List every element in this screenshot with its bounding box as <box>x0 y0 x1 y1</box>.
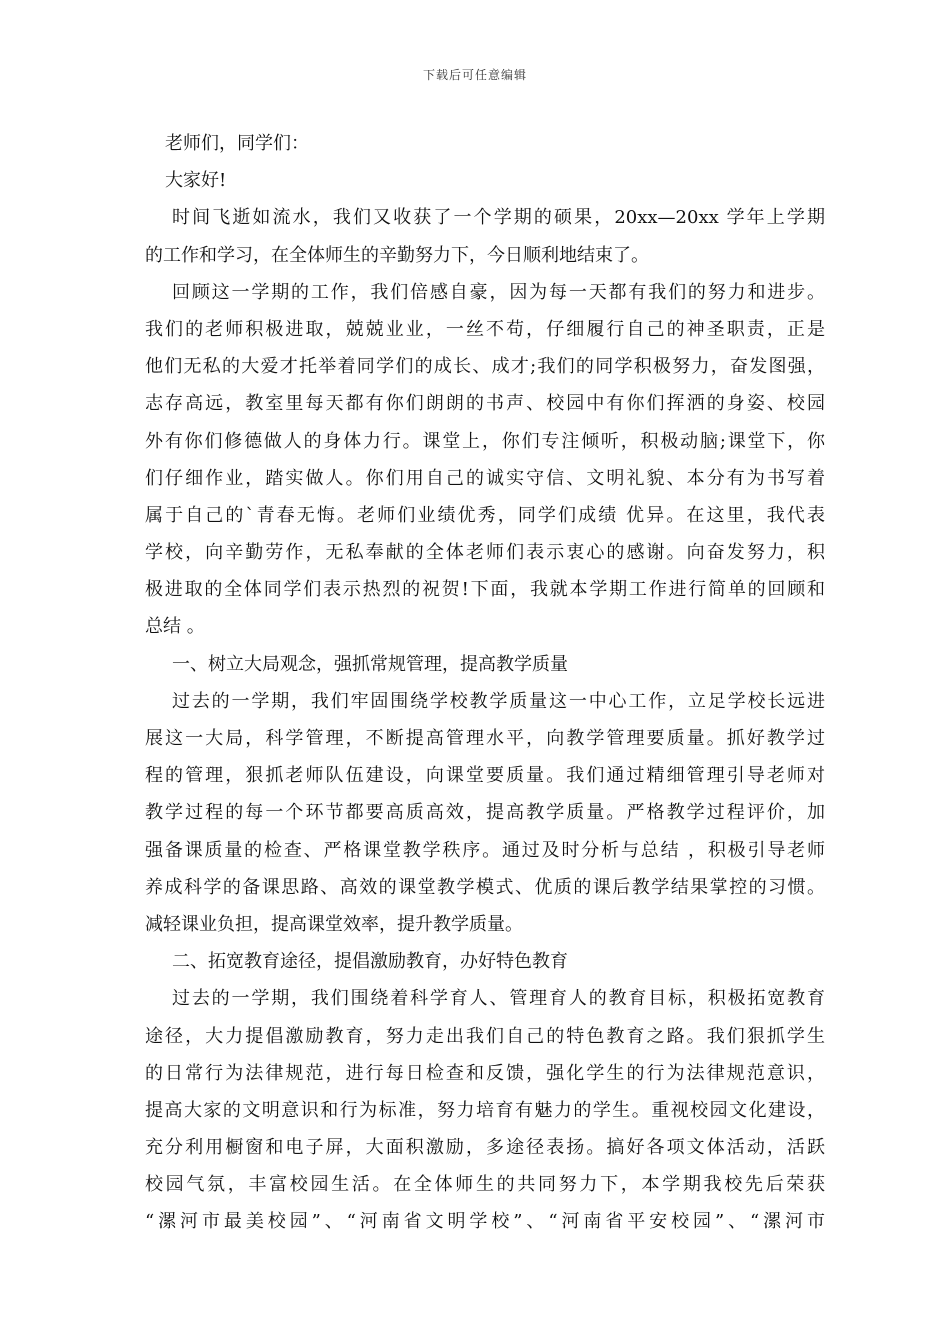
paragraph-line: 程的管理，狠抓老师队伍建设，向课堂要质量。我们通过精细管理引导老师对 <box>145 765 825 787</box>
document-body <box>145 125 825 1241</box>
greeting: 大家好! <box>165 170 227 192</box>
salutation: 老师们，同学们： <box>165 133 309 154</box>
paragraph-line: 提高大家的文明意识和行为标准，努力培育有魅力的学生。重视校园文化建设， <box>145 1099 825 1121</box>
paragraph-line: 外有你们修德做人的身体力行。课堂上，你们专注倾听，积极动脑;课堂下，你 <box>145 430 825 452</box>
paragraph-line: 校园气氛，丰富校园生活。在全体师生的共同努力下，本学期我校先后荣获 <box>145 1174 825 1196</box>
paragraph-line: 过去的一学期，我们围绕着科学育人、管理育人的教育目标，积极拓宽教育 <box>172 988 825 1010</box>
paragraph-line: 强备课质量的检查、严格课堂教学秩序。通过及时分析与总结 ，积极引导老师 <box>145 839 825 861</box>
paragraph-line: 途径，大力提倡激励教育，努力走出我们自己的特色教育之路。我们狠抓学生 <box>145 1025 825 1047</box>
paragraph-line: 们仔细作业，踏实做人。你们用自己的诚实守信、文明礼貌、本分有为书写着 <box>145 467 825 489</box>
paragraph-line: 时间飞逝如流水，我们又收获了一个学期的硕果，20xx—20xx 学年上学期 <box>172 207 825 229</box>
paragraph-line: 充分利用橱窗和电子屏，大面积激励，多途径表扬。搞好各项文体活动，活跃 <box>145 1137 825 1159</box>
paragraph-line: 志存高远，教室里每天都有你们朗朗的书声、校园中有你们挥洒的身姿、校园 <box>145 393 825 415</box>
paragraph-line: 总结 。 <box>145 616 205 638</box>
paragraph-line: 回顾这一学期的工作，我们倍感自豪，因为每一天都有我们的努力和进步。 <box>172 281 825 303</box>
paragraph-line: 减轻课业负担，提高课堂效率，提升教学质量。 <box>145 913 523 935</box>
paragraph-line: 的工作和学习，在全体师生的辛勤努力下，今日顺利地结束了。 <box>145 244 649 266</box>
paragraph-line: 的日常行为法律规范，进行每日检查和反馈，强化学生的行为法律规范意识， <box>145 1062 825 1084</box>
paragraph-line: 极进取的全体同学们表示热烈的祝贺!下面，我就本学期工作进行简单的回顾和 <box>145 579 825 601</box>
paragraph-line: 过去的一学期，我们牢固围绕学校教学质量这一中心工作，立足学校长远进 <box>172 690 825 712</box>
paragraph-line: 养成科学的备课思路、高效的课堂教学模式、优质的课后教学结果掌控的习惯。 <box>145 876 825 898</box>
paragraph-line: 教学过程的每一个环节都要高质高效，提高教学质量。严格教学过程评价，加 <box>145 802 825 824</box>
paragraph-line: 学校，向辛勤劳作，无私奉献的全体老师们表示衷心的感谢。向奋发努力，积 <box>145 542 825 564</box>
paragraph-line: 他们无私的大爱才托举着同学们的成长、成才;我们的同学积极努力，奋发图强， <box>145 356 825 378</box>
section-heading-1: 一、树立大局观念，强抓常规管理，提高教学质量 <box>172 653 568 675</box>
paragraph-line: 展这一大局，科学管理，不断提高管理水平，向教学管理要质量。抓好教学过 <box>145 728 825 749</box>
paragraph-line: 属于自己的`青春无悔。老师们业绩优秀，同学们成绩 优异。在这里，我代表 <box>145 504 825 526</box>
section-heading-2: 二、拓宽教育途径，提倡激励教育，办好特色教育 <box>172 951 568 973</box>
paragraph-line: “漯河市最美校园”、“河南省文明学校”、“河南省平安校园”、“漯河市 <box>145 1211 825 1233</box>
paragraph-line: 我们的老师积极进取，兢兢业业，一丝不苟，仔细履行自己的神圣职责，正是 <box>145 318 825 340</box>
page-header: 下载后可任意编辑 <box>422 68 527 82</box>
